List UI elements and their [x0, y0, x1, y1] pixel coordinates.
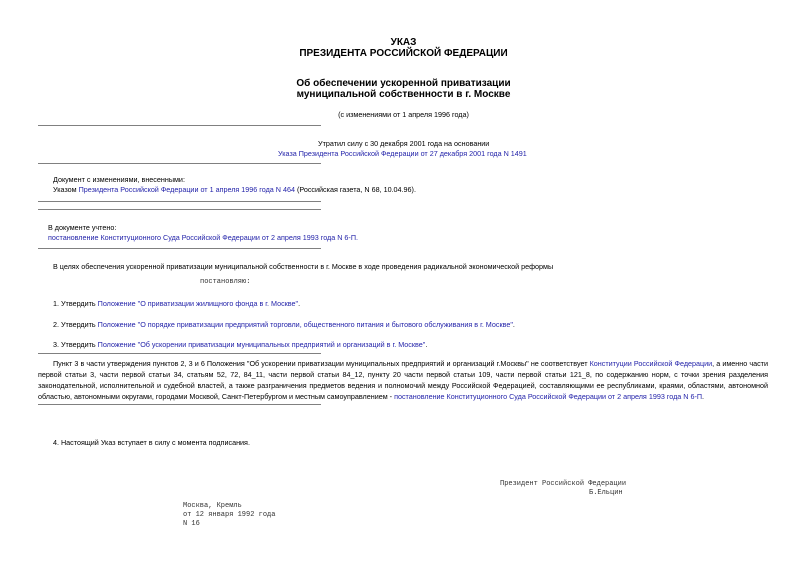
- considered-label: В документе учтено:: [48, 223, 117, 232]
- doc-type-title: УКАЗ: [390, 37, 417, 48]
- court-note-text: Пункт 3 в части утверждения пунктов 2, 3 и 6 Положения "Об ускорении приватизации муниципальных предприятий и организаций г.Москвы" не соответствует: [53, 359, 588, 368]
- amendments-note: (с изменениями от 1 апреля 1996 года): [338, 110, 469, 119]
- amending-decree-link[interactable]: Президента Российской Федерации от 1 апреля 1996 года N 464: [78, 185, 295, 194]
- item-3-prefix: 3. Утвердить: [53, 340, 96, 349]
- signature-position: Президент Российской Федерации: [500, 480, 627, 488]
- issuer-title: ПРЕЗИДЕНТА РОССИЙСКОЙ ФЕДЕРАЦИИ: [299, 48, 508, 59]
- decree-word: постановляю:: [200, 278, 251, 286]
- expiry-decree-link[interactable]: Указа Президента Российской Федерации от 27 декабря 2001 года N 1491: [278, 149, 527, 158]
- item-1-suffix: .: [298, 299, 301, 308]
- item-2-suffix: .: [512, 320, 515, 329]
- divider: [38, 353, 321, 354]
- court-ruling-link[interactable]: постановление Конституционного Суда Российской Федерации от 2 апреля 1993 года N 6-П.: [48, 233, 358, 242]
- divider: [38, 201, 321, 202]
- decree-subject-line-2: муниципальной собственности в г. Москве: [296, 89, 511, 100]
- changes-line: [53, 184, 416, 195]
- date-line: от 12 января 1992 года: [183, 511, 276, 519]
- intro-paragraph: В целях обеспечения ускоренной приватизации муниципальной собственности в г. Москве в ходе проведения радикальной экономической реформы: [53, 262, 554, 271]
- divider: [38, 125, 321, 126]
- item-1: [53, 298, 300, 309]
- divider: [38, 404, 321, 405]
- housing-privatization-link[interactable]: Положение "О приватизации жилищного фонда в г. Москве": [97, 299, 299, 308]
- changes-label: Документ с изменениями, внесенными:: [53, 175, 185, 184]
- constitution-link[interactable]: Конституции Российской Федерации: [589, 359, 713, 368]
- court-note-paragraph: [38, 358, 768, 402]
- item-2: [53, 319, 515, 330]
- item-2-prefix: 2. Утвердить: [53, 320, 96, 329]
- decree-number: N 16: [183, 520, 200, 528]
- trade-privatization-link[interactable]: Положение "О порядке приватизации предприятий торговли, общественного питания и бытового обслуживания в г. Москве": [97, 320, 513, 329]
- court-note-end: .: [702, 392, 705, 401]
- divider: [38, 163, 321, 164]
- court-ruling-link-2[interactable]: постановление Конституционного Суда Российской Федерации от 2 апреля 1993 года N 6-П: [394, 392, 703, 401]
- decree-subject-line-1: Об обеспечении ускоренной приватизации: [296, 78, 511, 89]
- divider: [38, 209, 321, 210]
- court-note-text-2: , а именно части первой статьи 3, части первой статьи 34, статьям 52, 72, 84_11, части первой статьи 84_12, пункту 20 части первой статьи 109, части первой статьи 121_8, по содержанию норм, с точки зрения разделения законодательной, исполнительной и судебной властей, а также разграничения предметов ведения и полномочий между Российской Федерацией, составляющими ее республиками, краями, областями, автономной областью, автономными округами, городами Москвой, Санкт-Петербургом и местным самоуправлением -: [38, 359, 768, 401]
- changes-prefix: Указом: [53, 185, 77, 194]
- place-line-1: Москва, Кремль: [183, 502, 242, 510]
- item-4: 4. Настоящий Указ вступает в силу с момента подписания.: [53, 438, 250, 447]
- item-1-prefix: 1. Утвердить: [53, 299, 96, 308]
- changes-source: (Российская газета, N 68, 10.04.96).: [296, 185, 416, 194]
- municipal-privatization-link[interactable]: Положение "Об ускорении приватизации муниципальных предприятий и организаций в г. Москве": [97, 340, 426, 349]
- item-3: [53, 339, 427, 350]
- divider: [38, 248, 321, 249]
- item-3-suffix: .: [425, 340, 428, 349]
- signature-name: Б.Ельцин: [589, 489, 623, 497]
- expired-note: Утратил силу с 30 декабря 2001 года на основании: [318, 139, 490, 148]
